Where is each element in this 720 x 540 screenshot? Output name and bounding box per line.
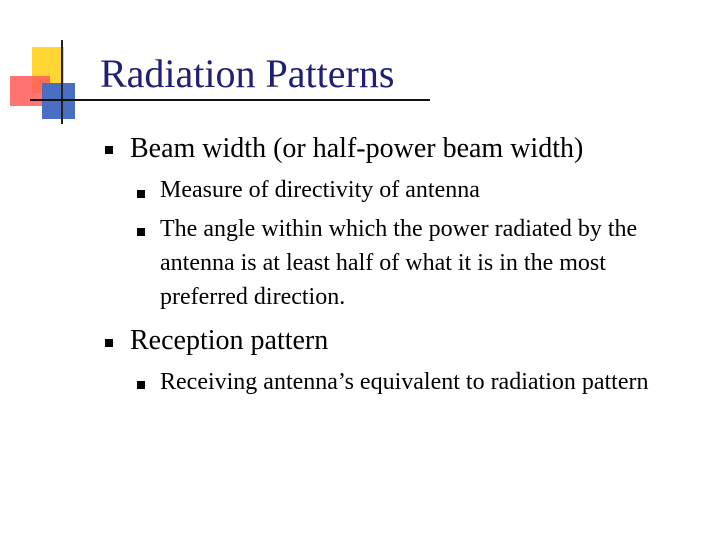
bullet-square-icon [137, 228, 145, 236]
bullet-heading-beam-width: Beam width (or half-power beam width) [130, 133, 584, 164]
bullet-square-icon [137, 190, 145, 198]
bullet-heading-reception-pattern: Reception pattern [130, 325, 329, 356]
bullet-square-icon [105, 339, 113, 347]
subbullet-half-power-angle: The angle within which the power radiated by the antenna is at least half of what it is in the most preferred direction. [160, 216, 638, 310]
bullet-square-icon [105, 146, 113, 154]
subbullet-receiving-antenna: Receiving antenna’s equivalent to radiation pattern [160, 369, 649, 395]
subbullet-directivity: Measure of directivity of antenna [160, 177, 480, 203]
slide-title: Radiation Patterns [100, 51, 395, 96]
bullet-square-icon [137, 381, 145, 389]
